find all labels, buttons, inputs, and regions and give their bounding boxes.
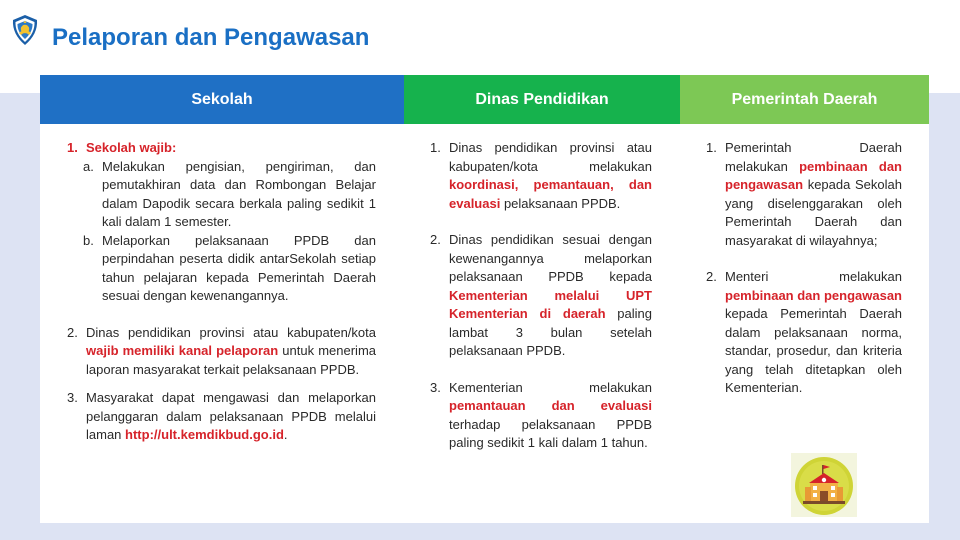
sub-item [83,158,376,232]
item-heading: Sekolah wajib: [86,140,177,155]
highlight-text: pembinaan dan pengawasan [725,158,902,192]
list-item [67,389,376,445]
list-item [430,231,652,361]
item-number: 2. [430,232,441,247]
item-number: 1. [706,140,717,155]
item-number: 1. [430,140,441,155]
list-item [67,139,376,306]
item-text [725,268,902,398]
sub-item-letter: b. [83,232,94,248]
list-item [430,139,652,213]
text-run: Masyarakat dapat mengawasi dan melaporkan pelanggaran dalam pelaksanaan PPDB melalui laman [86,390,376,442]
dinas-pendidikan-column [430,139,652,453]
sub-item-text: Melaporkan pelaksanaan PPDB dan perpindahan peserta didik antarSekolah setiap tahun pelajaran kepada Pemerintah Daerah sesuai dengan kewenangannya. [102,232,376,303]
text-run: Kementerian melakukan [449,379,652,395]
page-title: Pelaporan dan Pengawasan [52,24,370,51]
list-item [706,268,902,398]
highlight-text: pemantauan dan evaluasi [449,398,652,413]
sub-item-text: Melakukan pengisian, pengiriman, dan pemutakhiran data dan Rombongan Belajar dalam Dapodik secara berkala paling sedikit 1 kali dalam 1 semester. [102,158,376,229]
portal-link[interactable]: http://ult.kemdikbud.go.id [125,427,284,442]
item-text [86,389,376,445]
text-run: Pemerintah Daerah melakukan [725,140,902,174]
text-run: pelaksanaan PPDB. [500,195,621,211]
item-text [725,139,902,250]
header-sekolah: Sekolah [40,75,404,124]
highlight-text: koordinasi, pemantauan, dan evaluasi [449,177,652,211]
text-run: kepada Sekolah yang diselenggarakan oleh Pemerintah Daerah dan masyarakat di wilayahnya; [725,177,902,248]
item-text [449,139,652,213]
list-item [430,379,652,453]
item-text [86,324,376,380]
text-run: Dinas pendidikan provinsi atau kabupaten/kota melakukan [449,140,652,174]
highlight-text: wajib memiliki kanal pelaporan [86,343,279,358]
school-building-icon [791,453,857,517]
header-pemerintah-daerah: Pemerintah Daerah [680,75,929,124]
text-run: . [283,427,288,442]
highlight-text: pembinaan dan pengawasan [725,287,902,303]
text-run: kepada Pemerintah Daerah dalam pelaksanaan norma, standar, prosedur, dan kriteria yang telah ditetapkan oleh Kementerian. [725,306,902,395]
header-dinas-pendidikan: Dinas Pendidikan [404,75,680,124]
item-number: 3. [430,379,441,395]
list-item [706,139,902,250]
tut-wuri-handayani-logo [10,14,40,46]
sub-item [83,232,376,306]
text-run: Menteri melakukan [725,269,902,284]
highlight-text: Kementerian melalui UPT Kementerian di daerah [449,287,652,321]
text-run: Dinas pendidikan sesuai dengan kewenangannya melaporkan pelaksanaan PPDB kepada [449,232,652,284]
text-run: terhadap pelaksanaan PPDB paling sedikit 1 kali dalam 1 tahun. [449,416,652,450]
sub-item-letter: a. [83,158,94,174]
text-run: untuk menerima laporan masyarakat terkait pelaksanaan PPDB. [86,343,376,377]
list-item [67,324,376,380]
item-number: 1. [67,140,78,155]
item-number: 2. [67,324,78,340]
text-run: paling lambat 3 bulan setelah pelaksanaan PPDB. [449,306,653,358]
item-text [449,379,652,453]
item-number: 2. [706,269,717,284]
item-number: 3. [67,390,78,405]
sekolah-column [67,139,376,445]
pemerintah-daerah-column [706,139,902,398]
text-run: Dinas pendidikan provinsi atau kabupaten/kota [86,324,376,340]
item-text [449,231,652,361]
